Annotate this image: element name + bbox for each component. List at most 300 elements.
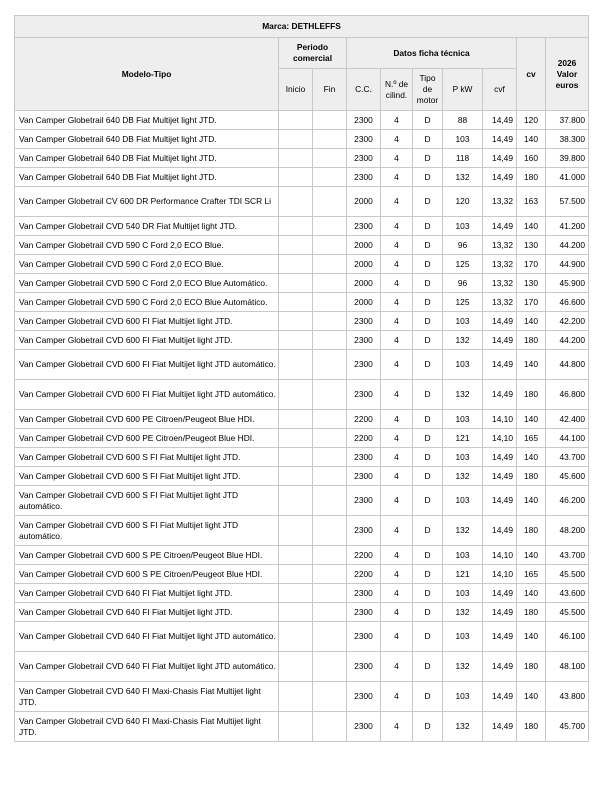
cv-cell: 180 (517, 168, 546, 187)
cvf-cell: 14,49 (483, 350, 517, 380)
table-row (15, 130, 589, 149)
table-row (15, 652, 589, 682)
motor-cell: D (413, 486, 443, 516)
inicio-cell (279, 584, 313, 603)
motor-cell: D (413, 546, 443, 565)
inicio-cell (279, 380, 313, 410)
cvf-cell: 14,49 (483, 331, 517, 350)
inicio-cell (279, 546, 313, 565)
fin-cell (313, 467, 347, 486)
cilind-cell: 4 (381, 410, 413, 429)
cv-cell: 140 (517, 312, 546, 331)
motor-cell: D (413, 168, 443, 187)
model-cell: Van Camper Globetrail CVD 590 C Ford 2,0 ECO Blue. (15, 255, 279, 274)
cvf-cell: 14,49 (483, 682, 517, 712)
model-cell: Van Camper Globetrail CVD 600 S FI Fiat Multijet light JTD automático. (15, 486, 279, 516)
fin-cell (313, 546, 347, 565)
valor-cell: 43.700 (546, 448, 589, 467)
header-pkw: P kW (443, 69, 483, 111)
model-cell: Van Camper Globetrail CV 600 DR Performance Crafter TDI SCR Li (15, 187, 279, 217)
pkw-cell: 103 (443, 622, 483, 652)
cvf-cell: 14,10 (483, 429, 517, 448)
fin-cell (313, 255, 347, 274)
cilind-cell: 4 (381, 622, 413, 652)
inicio-cell (279, 429, 313, 448)
table-row (15, 168, 589, 187)
pkw-cell: 132 (443, 712, 483, 742)
cilind-cell: 4 (381, 429, 413, 448)
table-row (15, 682, 589, 712)
fin-cell (313, 149, 347, 168)
table-row (15, 274, 589, 293)
cc-cell: 2000 (347, 187, 381, 217)
inicio-cell (279, 448, 313, 467)
fin-cell (313, 130, 347, 149)
fin-cell (313, 565, 347, 584)
pkw-cell: 103 (443, 130, 483, 149)
cilind-cell: 4 (381, 149, 413, 168)
motor-cell: D (413, 380, 443, 410)
inicio-cell (279, 652, 313, 682)
model-cell: Van Camper Globetrail CVD 600 PE Citroen/Peugeot Blue HDI. (15, 410, 279, 429)
model-cell: Van Camper Globetrail CVD 640 FI Fiat Multijet light JTD automático. (15, 622, 279, 652)
table-row (15, 331, 589, 350)
inicio-cell (279, 217, 313, 236)
cvf-cell: 14,49 (483, 380, 517, 410)
valor-cell: 48.200 (546, 516, 589, 546)
cvf-cell: 14,49 (483, 448, 517, 467)
fin-cell (313, 652, 347, 682)
valor-cell: 45.600 (546, 467, 589, 486)
cvf-cell: 14,49 (483, 217, 517, 236)
model-cell: Van Camper Globetrail 640 DB Fiat Multijet light JTD. (15, 168, 279, 187)
cvf-cell: 14,49 (483, 130, 517, 149)
cilind-cell: 4 (381, 448, 413, 467)
fin-cell (313, 712, 347, 742)
valor-cell: 46.800 (546, 380, 589, 410)
cilind-cell: 4 (381, 712, 413, 742)
model-cell: Van Camper Globetrail CVD 540 DR Fiat Multijet light JTD. (15, 217, 279, 236)
inicio-cell (279, 187, 313, 217)
cv-cell: 165 (517, 565, 546, 584)
valor-cell: 45.500 (546, 603, 589, 622)
cilind-cell: 4 (381, 350, 413, 380)
cv-cell: 180 (517, 603, 546, 622)
valor-cell: 41.000 (546, 168, 589, 187)
cc-cell: 2200 (347, 565, 381, 584)
cvf-cell: 13,32 (483, 236, 517, 255)
header-inicio: Inicio (279, 69, 313, 111)
model-cell: Van Camper Globetrail CVD 640 FI Fiat Multijet light JTD. (15, 603, 279, 622)
cv-cell: 140 (517, 546, 546, 565)
cv-cell: 140 (517, 350, 546, 380)
pkw-cell: 132 (443, 168, 483, 187)
valor-cell: 44.800 (546, 350, 589, 380)
cc-cell: 2300 (347, 516, 381, 546)
motor-cell: D (413, 429, 443, 448)
cc-cell: 2300 (347, 168, 381, 187)
inicio-cell (279, 486, 313, 516)
cvf-cell: 14,49 (483, 603, 517, 622)
cv-cell: 140 (517, 486, 546, 516)
cvf-cell: 14,49 (483, 486, 517, 516)
price-table-container (14, 15, 589, 742)
valor-cell: 45.900 (546, 274, 589, 293)
cc-cell: 2000 (347, 293, 381, 312)
cvf-cell: 14,49 (483, 149, 517, 168)
valor-cell: 44.200 (546, 236, 589, 255)
motor-cell: D (413, 149, 443, 168)
cc-cell: 2200 (347, 410, 381, 429)
cilind-cell: 4 (381, 516, 413, 546)
cv-cell: 180 (517, 516, 546, 546)
motor-cell: D (413, 712, 443, 742)
cv-cell: 130 (517, 236, 546, 255)
valor-cell: 46.200 (546, 486, 589, 516)
model-cell: Van Camper Globetrail 640 DB Fiat Multijet light JTD. (15, 130, 279, 149)
cv-cell: 130 (517, 274, 546, 293)
inicio-cell (279, 410, 313, 429)
fin-cell (313, 486, 347, 516)
inicio-cell (279, 350, 313, 380)
cv-cell: 140 (517, 584, 546, 603)
motor-cell: D (413, 410, 443, 429)
motor-cell: D (413, 682, 443, 712)
cv-cell: 165 (517, 429, 546, 448)
motor-cell: D (413, 236, 443, 255)
cilind-cell: 4 (381, 603, 413, 622)
cc-cell: 2300 (347, 712, 381, 742)
motor-cell: D (413, 448, 443, 467)
model-cell: Van Camper Globetrail CVD 640 FI Fiat Multijet light JTD. (15, 584, 279, 603)
cv-cell: 180 (517, 652, 546, 682)
cv-cell: 170 (517, 293, 546, 312)
cv-cell: 140 (517, 410, 546, 429)
header-cv: cv (517, 38, 546, 111)
cc-cell: 2300 (347, 603, 381, 622)
fin-cell (313, 168, 347, 187)
table-row (15, 622, 589, 652)
cvf-cell: 13,32 (483, 187, 517, 217)
cv-cell: 170 (517, 255, 546, 274)
table-row (15, 312, 589, 331)
model-cell: Van Camper Globetrail CVD 600 S PE Citroen/Peugeot Blue HDI. (15, 565, 279, 584)
table-row (15, 467, 589, 486)
inicio-cell (279, 682, 313, 712)
pkw-cell: 88 (443, 111, 483, 130)
cc-cell: 2200 (347, 429, 381, 448)
cilind-cell: 4 (381, 331, 413, 350)
pkw-cell: 120 (443, 187, 483, 217)
table-row (15, 350, 589, 380)
inicio-cell (279, 255, 313, 274)
motor-cell: D (413, 565, 443, 584)
table-row (15, 448, 589, 467)
cv-cell: 180 (517, 380, 546, 410)
cilind-cell: 4 (381, 565, 413, 584)
pkw-cell: 125 (443, 293, 483, 312)
inicio-cell (279, 712, 313, 742)
model-cell: Van Camper Globetrail CVD 600 S FI Fiat Multijet light JTD. (15, 467, 279, 486)
fin-cell (313, 429, 347, 448)
pkw-cell: 132 (443, 516, 483, 546)
pkw-cell: 132 (443, 603, 483, 622)
pkw-cell: 103 (443, 486, 483, 516)
pkw-cell: 96 (443, 274, 483, 293)
cvf-cell: 14,10 (483, 410, 517, 429)
cc-cell: 2300 (347, 149, 381, 168)
valor-cell: 38.300 (546, 130, 589, 149)
cilind-cell: 4 (381, 293, 413, 312)
cv-cell: 140 (517, 682, 546, 712)
cilind-cell: 4 (381, 130, 413, 149)
pkw-cell: 132 (443, 467, 483, 486)
cc-cell: 2300 (347, 331, 381, 350)
motor-cell: D (413, 111, 443, 130)
cilind-cell: 4 (381, 467, 413, 486)
valor-cell: 46.600 (546, 293, 589, 312)
table-row (15, 486, 589, 516)
cc-cell: 2300 (347, 312, 381, 331)
fin-cell (313, 410, 347, 429)
motor-cell: D (413, 312, 443, 331)
table-body (15, 111, 589, 742)
model-cell: Van Camper Globetrail CVD 640 FI Maxi-Chasis Fiat Multijet light JTD. (15, 712, 279, 742)
cvf-cell: 14,49 (483, 652, 517, 682)
cv-cell: 140 (517, 130, 546, 149)
motor-cell: D (413, 652, 443, 682)
fin-cell (313, 380, 347, 410)
cc-cell: 2000 (347, 236, 381, 255)
cv-cell: 180 (517, 467, 546, 486)
cilind-cell: 4 (381, 682, 413, 712)
cv-cell: 120 (517, 111, 546, 130)
pkw-cell: 103 (443, 410, 483, 429)
cv-cell: 180 (517, 712, 546, 742)
table-row (15, 187, 589, 217)
brand-title: Marca: DETHLEFFS (15, 16, 589, 38)
valor-cell: 43.800 (546, 682, 589, 712)
motor-cell: D (413, 331, 443, 350)
cc-cell: 2200 (347, 546, 381, 565)
cilind-cell: 4 (381, 274, 413, 293)
motor-cell: D (413, 350, 443, 380)
price-table (14, 15, 589, 742)
valor-cell: 43.700 (546, 546, 589, 565)
inicio-cell (279, 274, 313, 293)
valor-cell: 43.600 (546, 584, 589, 603)
header-cvf: cvf (483, 69, 517, 111)
motor-cell: D (413, 584, 443, 603)
table-row (15, 603, 589, 622)
fin-cell (313, 274, 347, 293)
model-cell: Van Camper Globetrail 640 DB Fiat Multijet light JTD. (15, 111, 279, 130)
cv-cell: 180 (517, 331, 546, 350)
table-row (15, 516, 589, 546)
fin-cell (313, 111, 347, 130)
header-model: Modelo-Tipo (15, 38, 279, 111)
cvf-cell: 14,49 (483, 584, 517, 603)
cilind-cell: 4 (381, 236, 413, 255)
pkw-cell: 121 (443, 565, 483, 584)
cvf-cell: 14,49 (483, 467, 517, 486)
cvf-cell: 14,49 (483, 712, 517, 742)
fin-cell (313, 217, 347, 236)
fin-cell (313, 312, 347, 331)
fin-cell (313, 682, 347, 712)
cvf-cell: 13,32 (483, 293, 517, 312)
cv-cell: 140 (517, 622, 546, 652)
cilind-cell: 4 (381, 255, 413, 274)
cc-cell: 2300 (347, 652, 381, 682)
cilind-cell: 4 (381, 312, 413, 331)
fin-cell (313, 603, 347, 622)
inicio-cell (279, 168, 313, 187)
inicio-cell (279, 467, 313, 486)
valor-cell: 42.200 (546, 312, 589, 331)
table-row (15, 546, 589, 565)
cilind-cell: 4 (381, 111, 413, 130)
fin-cell (313, 516, 347, 546)
fin-cell (313, 293, 347, 312)
pkw-cell: 103 (443, 217, 483, 236)
inicio-cell (279, 130, 313, 149)
model-cell: Van Camper Globetrail CVD 600 FI Fiat Multijet light JTD automático. (15, 380, 279, 410)
model-cell: Van Camper Globetrail CVD 600 PE Citroen/Peugeot Blue HDI. (15, 429, 279, 448)
header-datos: Datos ficha técnica (347, 38, 517, 69)
cvf-cell: 14,49 (483, 111, 517, 130)
pkw-cell: 96 (443, 236, 483, 255)
cvf-cell: 14,49 (483, 516, 517, 546)
model-cell: Van Camper Globetrail CVD 600 FI Fiat Multijet light JTD. (15, 331, 279, 350)
cilind-cell: 4 (381, 546, 413, 565)
pkw-cell: 132 (443, 380, 483, 410)
valor-cell: 42.400 (546, 410, 589, 429)
valor-cell: 44.200 (546, 331, 589, 350)
cilind-cell: 4 (381, 380, 413, 410)
table-row (15, 584, 589, 603)
inicio-cell (279, 603, 313, 622)
valor-cell: 45.700 (546, 712, 589, 742)
cc-cell: 2300 (347, 350, 381, 380)
header-motor: Tipo de motor (413, 69, 443, 111)
motor-cell: D (413, 217, 443, 236)
valor-cell: 44.100 (546, 429, 589, 448)
cc-cell: 2000 (347, 274, 381, 293)
cc-cell: 2300 (347, 130, 381, 149)
fin-cell (313, 622, 347, 652)
inicio-cell (279, 111, 313, 130)
valor-cell: 46.100 (546, 622, 589, 652)
cc-cell: 2300 (347, 622, 381, 652)
cc-cell: 2300 (347, 380, 381, 410)
inicio-cell (279, 312, 313, 331)
cv-cell: 160 (517, 149, 546, 168)
cv-cell: 140 (517, 448, 546, 467)
pkw-cell: 103 (443, 682, 483, 712)
model-cell: Van Camper Globetrail CVD 590 C Ford 2,0 ECO Blue Automático. (15, 274, 279, 293)
valor-cell: 37.800 (546, 111, 589, 130)
cc-cell: 2300 (347, 467, 381, 486)
header-cc: C.C. (347, 69, 381, 111)
motor-cell: D (413, 293, 443, 312)
valor-cell: 57.500 (546, 187, 589, 217)
valor-cell: 45.500 (546, 565, 589, 584)
motor-cell: D (413, 130, 443, 149)
table-row (15, 712, 589, 742)
model-cell: Van Camper Globetrail CVD 640 FI Maxi-Chasis Fiat Multijet light JTD. (15, 682, 279, 712)
motor-cell: D (413, 274, 443, 293)
cvf-cell: 13,32 (483, 255, 517, 274)
pkw-cell: 132 (443, 652, 483, 682)
inicio-cell (279, 331, 313, 350)
pkw-cell: 118 (443, 149, 483, 168)
cilind-cell: 4 (381, 217, 413, 236)
motor-cell: D (413, 622, 443, 652)
fin-cell (313, 448, 347, 467)
pkw-cell: 103 (443, 350, 483, 380)
pkw-cell: 125 (443, 255, 483, 274)
fin-cell (313, 350, 347, 380)
fin-cell (313, 331, 347, 350)
model-cell: Van Camper Globetrail CVD 600 S FI Fiat Multijet light JTD automático. (15, 516, 279, 546)
fin-cell (313, 584, 347, 603)
model-cell: Van Camper Globetrail CVD 640 FI Fiat Multijet light JTD automático. (15, 652, 279, 682)
fin-cell (313, 236, 347, 255)
pkw-cell: 103 (443, 584, 483, 603)
cc-cell: 2300 (347, 111, 381, 130)
model-cell: Van Camper Globetrail CVD 590 C Ford 2,0 ECO Blue Automático. (15, 293, 279, 312)
cc-cell: 2300 (347, 682, 381, 712)
motor-cell: D (413, 603, 443, 622)
pkw-cell: 132 (443, 331, 483, 350)
cv-cell: 163 (517, 187, 546, 217)
table-row (15, 380, 589, 410)
cvf-cell: 14,10 (483, 546, 517, 565)
cc-cell: 2300 (347, 448, 381, 467)
cc-cell: 2300 (347, 486, 381, 516)
motor-cell: D (413, 255, 443, 274)
inicio-cell (279, 149, 313, 168)
valor-cell: 48.100 (546, 652, 589, 682)
cvf-cell: 14,49 (483, 168, 517, 187)
cvf-cell: 14,49 (483, 622, 517, 652)
pkw-cell: 103 (443, 448, 483, 467)
model-cell: Van Camper Globetrail CVD 590 C Ford 2,0 ECO Blue. (15, 236, 279, 255)
pkw-cell: 103 (443, 312, 483, 331)
header-cilind: N.º de cilind. (381, 69, 413, 111)
header-fin: Fin (313, 69, 347, 111)
model-cell: Van Camper Globetrail CVD 600 FI Fiat Multijet light JTD automático. (15, 350, 279, 380)
model-cell: Van Camper Globetrail CVD 600 S FI Fiat Multijet light JTD. (15, 448, 279, 467)
header-valor: 2026 Valor euros (546, 38, 589, 111)
inicio-cell (279, 622, 313, 652)
pkw-cell: 103 (443, 546, 483, 565)
pkw-cell: 121 (443, 429, 483, 448)
inicio-cell (279, 565, 313, 584)
motor-cell: D (413, 187, 443, 217)
table-row (15, 293, 589, 312)
model-cell: Van Camper Globetrail 640 DB Fiat Multijet light JTD. (15, 149, 279, 168)
table-row (15, 565, 589, 584)
cc-cell: 2300 (347, 217, 381, 236)
cilind-cell: 4 (381, 486, 413, 516)
table-row (15, 217, 589, 236)
cvf-cell: 14,49 (483, 312, 517, 331)
cilind-cell: 4 (381, 584, 413, 603)
cilind-cell: 4 (381, 187, 413, 217)
inicio-cell (279, 293, 313, 312)
